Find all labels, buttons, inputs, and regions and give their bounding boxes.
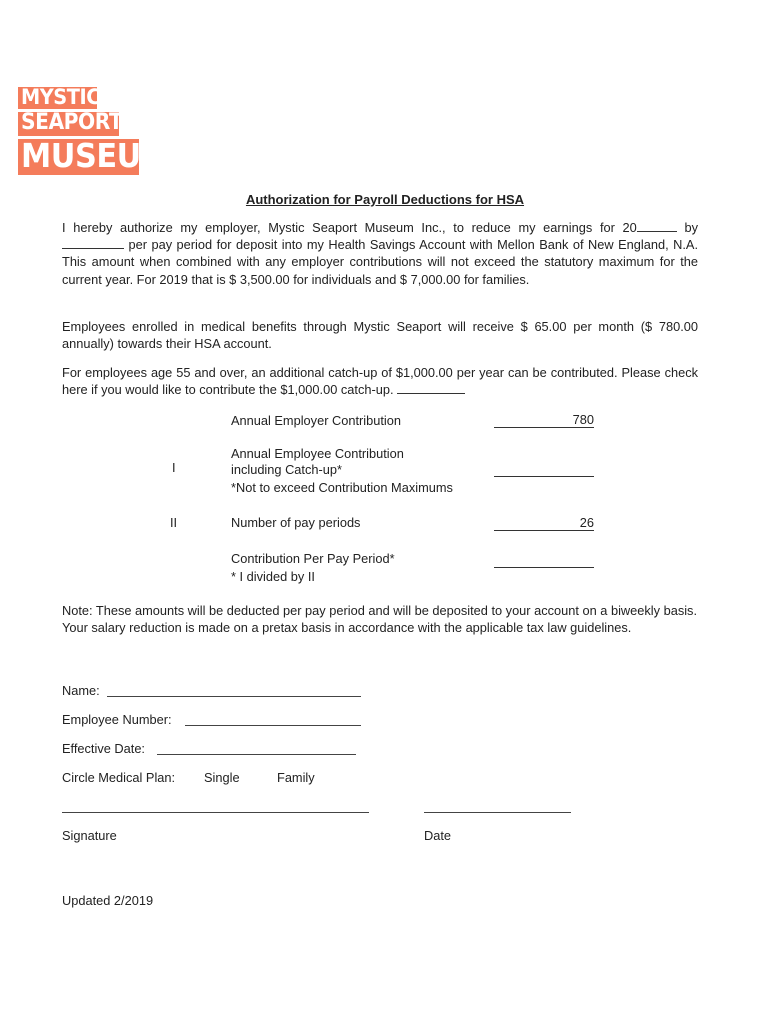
- roman-i-label: I: [172, 460, 176, 475]
- authorization-text-2: by: [684, 220, 698, 235]
- per-period-value[interactable]: [494, 552, 594, 568]
- per-period-label: Contribution Per Pay Period*: [231, 551, 395, 566]
- logo-mystic: MYSTIC: [18, 87, 97, 109]
- catchup-paragraph: [62, 364, 698, 398]
- per-period-formula: * I divided by II: [231, 569, 315, 584]
- page-title: Authorization for Payroll Deductions for HSA: [245, 192, 525, 207]
- catchup-checkbox-blank[interactable]: [397, 382, 465, 394]
- pay-periods-value[interactable]: 26: [494, 515, 594, 531]
- employee-contribution-label-1: Annual Employee Contribution: [231, 446, 404, 461]
- plan-option-family[interactable]: Family: [277, 770, 315, 785]
- employee-contribution-label-2: including Catch-up*: [231, 462, 342, 477]
- catchup-text: For employees age 55 and over, an additional catch-up of $1,000.00 per year can be contributed. Please check here if you would like to contribute the $1,000.00 catch-up.: [62, 365, 698, 398]
- effective-date-input-line[interactable]: [157, 754, 356, 755]
- roman-ii-label: II: [170, 515, 178, 530]
- plan-option-single[interactable]: Single: [204, 770, 240, 785]
- signature-line[interactable]: [62, 812, 369, 813]
- signature-label: Signature: [62, 828, 117, 843]
- employer-contribution-label: Annual Employer Contribution: [231, 413, 402, 428]
- logo-seaport: SEAPORT: [18, 112, 119, 136]
- employee-number-label: Employee Number:: [62, 712, 172, 727]
- authorization-text-1: I hereby authorize my employer, Mystic Seaport Museum Inc., to reduce my earnings for 20: [62, 220, 637, 235]
- employee-contribution-value[interactable]: [494, 461, 594, 477]
- name-input-line[interactable]: [107, 696, 361, 697]
- employer-paragraph: Employees enrolled in medical benefits through Mystic Seaport will receive $ 65.00 per month ($ 780.00 annually) towards their HSA account.: [62, 319, 698, 352]
- employer-contribution-value[interactable]: 780: [494, 412, 594, 428]
- date-line[interactable]: [424, 812, 571, 813]
- medical-plan-label: Circle Medical Plan:: [62, 770, 176, 785]
- note-paragraph: Note: These amounts will be deducted per pay period and will be deposited to your account on a biweekly basis. Your salary reduction is made on a pretax basis in accordance with the applicable tax law guidelines.: [62, 603, 698, 636]
- updated-footer: Updated 2/2019: [62, 893, 154, 908]
- pay-periods-label: Number of pay periods: [231, 515, 361, 530]
- year-blank[interactable]: [637, 220, 677, 232]
- name-label: Name:: [62, 683, 100, 698]
- amount-blank[interactable]: [62, 237, 124, 249]
- authorization-text-3: per pay period for deposit into my Health Savings Account with Mellon Bank of New England, N.A. This amount when combined with any employer contributions will not exceed the statutory maximum for the current year. For 2019 that is $ 3,500.00 for individuals and $ 7,000.00 for families.: [62, 237, 699, 287]
- effective-date-label: Effective Date:: [62, 741, 145, 756]
- date-label: Date: [424, 828, 452, 843]
- employee-contribution-note: *Not to exceed Contribution Maximums: [231, 480, 453, 495]
- employee-number-input-line[interactable]: [185, 725, 361, 726]
- authorization-paragraph: [62, 219, 698, 288]
- logo-museum: MUSEUM: [18, 139, 139, 175]
